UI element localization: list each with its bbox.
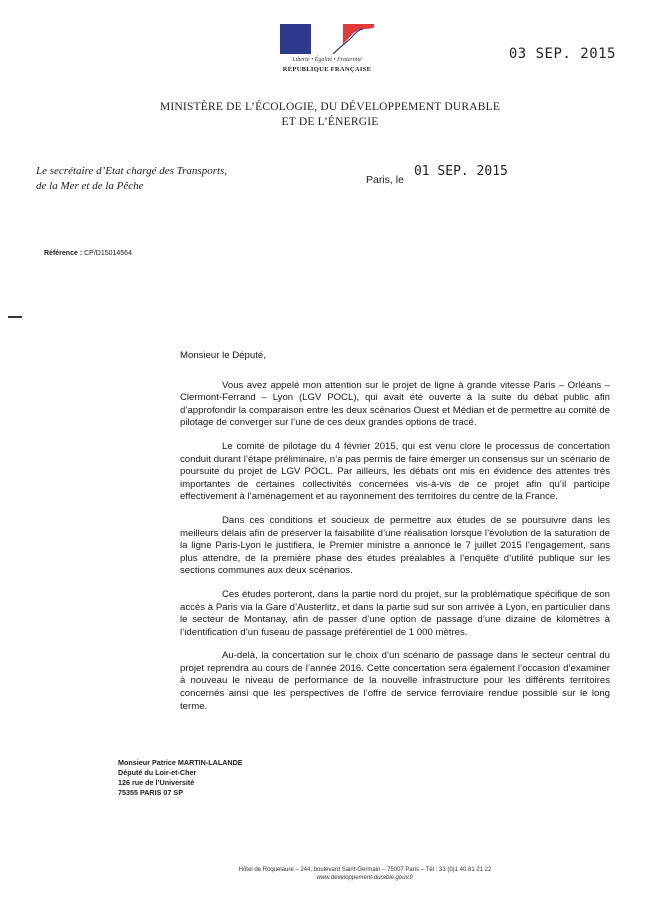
recipient-name: Monsieur Patrice MARTIN-LALANDE bbox=[118, 758, 243, 767]
reference-value: CP/D15014564 bbox=[84, 250, 132, 257]
received-date-stamp: 03 SEP. 2015 bbox=[508, 46, 616, 62]
marianne-profile-icon bbox=[333, 26, 377, 54]
ministry-line-1: MINISTÈRE DE L’ÉCOLOGIE, DU DÉVELOPPEMENT DURABLE bbox=[159, 101, 501, 113]
paragraph-5: Au-delà, la concertation sur le choix d’un scénario de passage dans le secteur central du projet reprendra au cours de l’année 2016. Cette concertation sera également l’occasion d’examiner à nouveau le niveau de performance de la nouvelle infrastructure pour les différents territoires concernés ainsi que les perspectives de l’offre de service ferroviaire rendue possible sur le long terme. bbox=[180, 650, 610, 712]
sender-block bbox=[36, 164, 227, 194]
fold-mark bbox=[8, 316, 22, 318]
republic-motto: Liberté • Égalité • Fraternité bbox=[292, 57, 362, 63]
letter-body bbox=[180, 350, 610, 724]
reference-label: Référence : bbox=[44, 250, 83, 257]
footer-website: www.developpement-durable.gouv.fr bbox=[316, 875, 414, 881]
paragraph-4: Ces études porteront, dans la partie nord du projet, sur la problématique spécifique de son accès à Paris via la Gare d’Austerlitz, et dans la partie sud sur son arrivée à Lyon, en particulier dans le secteur de Montanay, afin de passer d’une option de passage d’une dizaine de kilomètres à l’identification d’un fuseau de passage préférentiel de 1 000 mètres. bbox=[180, 588, 610, 638]
republic-name: RÉPUBLIQUE FRANÇAISE bbox=[282, 66, 372, 73]
paragraph-2: Le comité de pilotage du 4 février 2015, qui est venu clore le processus de concertation conduit durant l’étape préliminaire, n’a pas permis de faire émerger un consensus sur un scénario de poursuite du projet de LGV POCL. Par ailleurs, les débats ont mis en évidence des attentes très importantes de certaines collectivités concernées vis-à-vis de ce projet afin qu’il participe effectivement à l’aménagement et au rayonnement des territoires du centre de la France. bbox=[180, 440, 610, 503]
ministry-header bbox=[100, 100, 560, 130]
sender-line-1: Le secrétaire d’Etat chargé des Transports, bbox=[36, 165, 228, 177]
paragraph-1: Vous avez appelé mon attention sur le projet de ligne à grande vitesse Paris – Orléans – Clermont-Ferrand – Lyon (LGV POCL), qui avait été ouverte à la suite du débat public afin d’approfondir la comparaison entre les deux scénarios Ouest et Médian et de permettre au comité de pilotage de converger sur l’une de ces deux grandes options de tracé. bbox=[180, 379, 610, 429]
footer bbox=[200, 866, 530, 882]
tricolor-flag bbox=[280, 24, 374, 54]
reference bbox=[44, 250, 132, 257]
recipient-street: 126 rue de l’Université bbox=[118, 778, 195, 787]
recipient-address bbox=[118, 758, 243, 798]
recipient-title: Député du Loir-et-Cher bbox=[118, 768, 197, 777]
republic-logo bbox=[280, 24, 374, 73]
recipient-city: 75355 PARIS 07 SP bbox=[118, 788, 183, 797]
salutation: Monsieur le Député, bbox=[180, 350, 266, 361]
ministry-line-2: ET DE L’ÉNERGIE bbox=[281, 116, 379, 128]
sender-line-2: de la Mer et de la Pêche bbox=[36, 180, 144, 192]
date-prefix: Paris, le bbox=[366, 174, 404, 186]
date-stamp: 01 SEP. 2015 bbox=[413, 164, 508, 179]
letter-date bbox=[366, 164, 508, 187]
footer-address: Hôtel de Roquelaure – 244, boulevard Saint-Germain – 75007 Paris – Tél : 33 (0)1 40 81 21 22 bbox=[238, 867, 492, 873]
paragraph-3: Dans ces conditions et soucieux de permettre aux études de se poursuivre dans les meilleurs délais afin de préserver la faisabilité d’une réalisation lorsque l’évolution de la saturation de la ligne Paris-Lyon le justifiera, le Premier ministre a annoncé le 7 juillet 2015 l’engagement, sans plus attendre, de la première phase des études préalables à l’enquête d’utilité publique sur les sections communes aux deux scénarios. bbox=[180, 514, 610, 577]
